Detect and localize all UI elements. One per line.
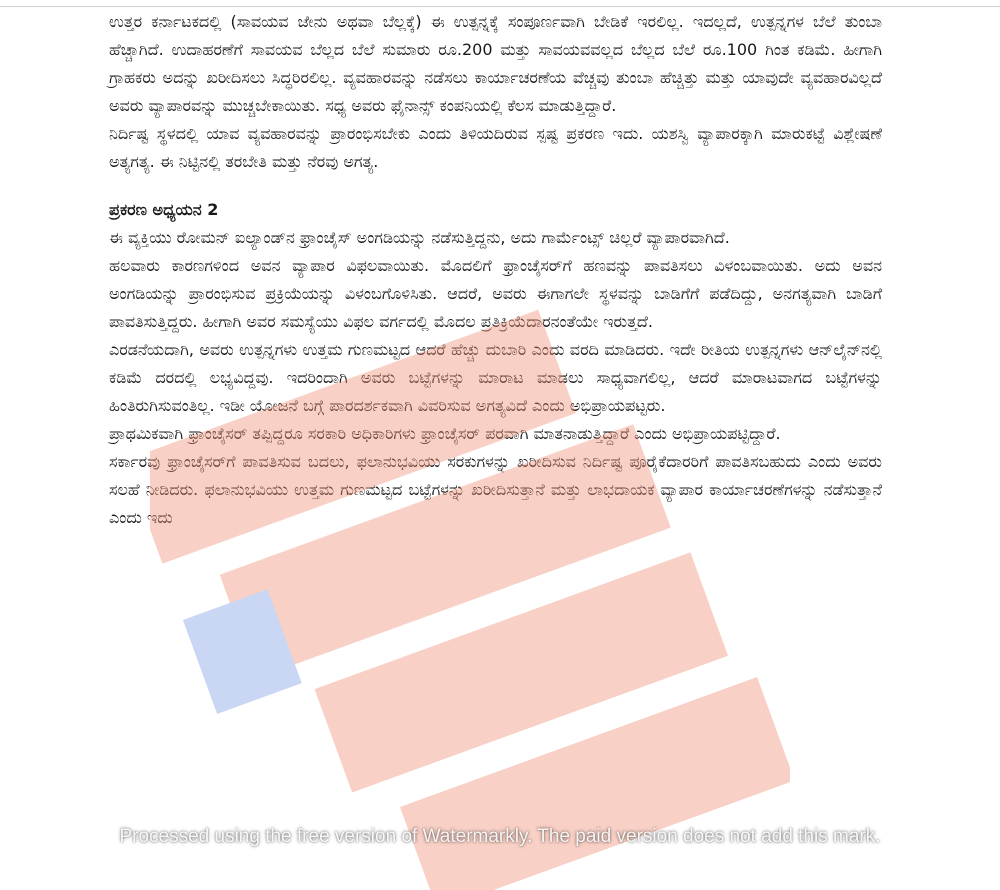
watermark-bar-3 — [315, 552, 728, 792]
paragraph-government-suggestion: ಸರ್ಕಾರವು ಫ್ರಾಂಚೈಸರ್‌ಗೆ ಪಾವತಿಸುವ ಬದಲು, ಫಲಾನುಭವಿಯು ಸರಕುಗಳನ್ನು ಖರೀದಿಸುವ ನಿರ್ದಿಷ್ಟ ಪೂರೈಕೆದಾರರಿಗೆ ಪಾವತಿಸಬಹುದು ಎಂದು ಅವರು ಸಲಹೆ ನೀಡಿದರು. ಫಲಾನುಭವಿಯು ಉತ್ತಮ ಗುಣಮಟ್ಟದ ಬಟ್ಟೆಗಳನ್ನು ಖರೀದಿಸುತ್ತಾನೆ ಮತ್ತು ಲಾಭದಾಯಕ ವ್ಯಾಪಾರ ಕಾರ್ಯಾಚರಣೆಗಳನ್ನು ನಡೆಸುತ್ತಾನೆ ಎಂದು ಇದು — [109, 452, 882, 527]
watermark-notice: Processed using the free version of Watermarkly. The paid version does not add this mark. — [119, 826, 881, 847]
paragraph-officials-opinion: ಪ್ರಾಥಮಿಕವಾಗಿ ಫ್ರಾಂಚೈಸರ್ ತಪ್ಪಿದ್ದರೂ ಸರಕಾರಿ ಅಧಿಕಾರಿಗಳು ಫ್ರಾಂಚೈಸರ್ ಪರವಾಗಿ ಮಾತನಾಡುತ್ತಿದ್ದಾರೆ ಎಂದು ಅಭಿಪ್ರಾಯಪಟ್ಟಿದ್ದಾರೆ. — [109, 424, 781, 443]
watermark-bar-4 — [400, 677, 790, 890]
paragraph-franchise-intro: ಈ ವ್ಯಕ್ತಿಯು ರೋಮನ್ ಐಲ್ಯಾಂಡ್‌ನ ಫ್ರಾಂಚೈಸ್ ಅಂಗಡಿಯನ್ನು ನಡೆಸುತ್ತಿದ್ದನು, ಅದು ಗಾರ್ಮೆಂಟ್ಸ್ ಚಿಲ್ಲರೆ ವ್ಯಾಪಾರವಾಗಿದೆ. — [109, 228, 730, 247]
paragraph-market-analysis: ನಿರ್ದಿಷ್ಟ ಸ್ಥಳದಲ್ಲಿ ಯಾವ ವ್ಯವಹಾರವನ್ನು ಪ್ರಾರಂಭಿಸಬೇಕು ಎಂದು ತಿಳಿಯದಿರುವ ಸ್ಪಷ್ಟ ಪ್ರಕರಣ ಇದು. ಯಶಸ್ವಿ ವ್ಯಾಪಾರಕ್ಕಾಗಿ ಮಾರುಕಟ್ಟೆ ವಿಶ್ಲೇಷಣೆ ಅತ್ಯಗತ್ಯ. ಈ ನಿಟ್ಟಿನಲ್ಲಿ ತರಬೇತಿ ಮತ್ತು ನೆರವು ಅಗತ್ಯ. — [109, 124, 882, 171]
paragraph-failure-reasons: ಹಲವಾರು ಕಾರಣಗಳಿಂದ ಅವನ ವ್ಯಾಪಾರ ವಿಫಲವಾಯಿತು. ಮೊದಲಿಗೆ ಫ್ರಾಂಚೈಸರ್‌ಗೆ ಹಣವನ್ನು ಪಾವತಿಸಲು ವಿಳಂಬವಾಯಿತು. ಅದು ಅವನ ಅಂಗಡಿಯನ್ನು ಪ್ರಾರಂಭಿಸುವ ಪ್ರಕ್ರಿಯೆಯನ್ನು ವಿಳಂಬಗೊಳಿಸಿತು. ಆದರೆ, ಅವರು ಈಗಾಗಲೇ ಸ್ಥಳವನ್ನು ಬಾಡಿಗೆಗೆ ಪಡೆದಿದ್ದು, ಅನಗತ್ಯವಾಗಿ ಬಾಡಿಗೆ ಪಾವತಿಸುತ್ತಿದ್ದರು. ಹೀಗಾಗಿ ಅವರ ಸಮಸ್ಯೆಯು ವಿಫಲ ವರ್ಗದಲ್ಲಿ ಮೊದಲ ಪ್ರತಿಕ್ರಿಯೆದಾರನಂತೆಯೇ ಇರುತ್ತದೆ. — [109, 256, 882, 331]
paragraph-organic-products: ಉತ್ತರ ಕರ್ನಾಟಕದಲ್ಲಿ (ಸಾವಯವ ಜೇನು ಅಥವಾ ಬೆಲ್ಲಕ್ಕೆ) ಈ ಉತ್ಪನ್ನಕ್ಕೆ ಸಂಪೂರ್ಣವಾಗಿ ಬೇಡಿಕೆ ಇರಲಿಲ್ಲ. ಇದಲ್ಲದೆ, ಉತ್ಪನ್ನಗಳ ಬೆಲೆ ತುಂಬಾ ಹೆಚ್ಚಾಗಿದೆ. ಉದಾಹರಣೆಗೆ ಸಾವಯವ ಬೆಲ್ಲದ ಬೆಲೆ ಸುಮಾರು ರೂ.200 ಮತ್ತು ಸಾವಯವವಲ್ಲದ ಬೆಲ್ಲದ ಬೆಲೆ ರೂ.100 ಗಿಂತ ಕಡಿಮೆ. ಹೀಗಾಗಿ ಗ್ರಾಹಕರು ಅದನ್ನು ಖರೀದಿಸಲು ಸಿದ್ಧರಿರಲಿಲ್ಲ. ವ್ಯವಹಾರವನ್ನು ನಡೆಸಲು ಕಾರ್ಯಾಚರಣೆಯ ವೆಚ್ಚವು ತುಂಬಾ ಹೆಚ್ಚಿತ್ತು ಮತ್ತು ಯಾವುದೇ ವ್ಯವಹಾರವಿಲ್ಲದೆ ಅವರು ವ್ಯಾಪಾರವನ್ನು ಮುಚ್ಚಬೇಕಾಯಿತು. ಸಧ್ಯ ಅವರು ಫೈನಾನ್ಸ್ ಕಂಪನಿಯಲ್ಲಿ ಕೆಲಸ ಮಾಡುತ್ತಿದ್ದಾರೆ. — [109, 12, 882, 115]
paragraph-pricing-issue: ಎರಡನೆಯದಾಗಿ, ಅವರು ಉತ್ಪನ್ನಗಳು ಉತ್ತಮ ಗುಣಮಟ್ಟದ ಆದರೆ ಹೆಚ್ಚು ದುಬಾರಿ ಎಂದು ವರದಿ ಮಾಡಿದರು. ಇದೇ ರೀತಿಯ ಉತ್ಪನ್ನಗಳು ಆನ್‌ಲೈನ್‌ನಲ್ಲಿ ಕಡಿಮೆ ದರದಲ್ಲಿ ಲಭ್ಯವಿದ್ದವು. ಇದರಿಂದಾಗಿ ಅವರು ಬಟ್ಟೆಗಳನ್ನು ಮಾರಾಟ ಮಾಡಲು ಸಾಧ್ಯವಾಗಲಿಲ್ಲ, ಆದರೆ ಮಾರಾಟವಾಗದ ಬಟ್ಟೆಗಳನ್ನು ಹಿಂತಿರುಗಿಸುವಂತಿಲ್ಲ. ಇಡೀ ಯೋಜನೆ ಬಗ್ಗೆ ಪಾರದರ್ಶಕವಾಗಿ ವಿವರಿಸುವ ಅಗತ್ಯವಿದೆ ಎಂದು ಅಭಿಪ್ರಾಯಪಟ್ಟರು. — [109, 340, 882, 415]
case-study-heading: ಪ್ರಕರಣ ಅಧ್ಯಯನ 2 — [109, 200, 219, 219]
document-page — [109, 8, 882, 532]
watermark-accent — [183, 589, 302, 714]
top-divider — [0, 6, 1000, 7]
